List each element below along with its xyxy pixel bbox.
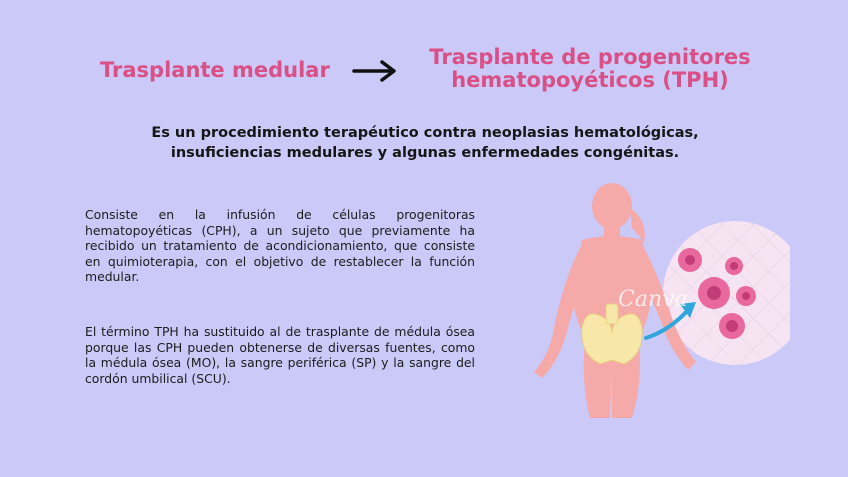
canva-watermark: Canva: [618, 287, 688, 312]
subtitle-line-2: insuficiencias medulares y algunas enfermedades congénitas.: [170, 145, 680, 161]
subtitle: [130, 123, 720, 163]
right-title-line-1: Trasplante de progenitores: [429, 45, 751, 69]
definition-paragraph: Consiste en la infusión de células progenitoras hematopoyéticas (CPH), a un sujeto que previamente ha recibido un tratamiento de acondicionamiento, que consiste en quimioterapia, con el objetivo de restablecer la función medular.: [85, 207, 475, 284]
right-title-line-2: hematopoyéticos (TPH): [451, 68, 729, 92]
left-title: Trasplante medular: [100, 58, 330, 82]
bone-marrow-illustration: [520, 178, 790, 418]
right-title: [415, 46, 765, 92]
tph-terminology-paragraph: El término TPH ha sustituido al de trasplante de médula ósea porque las CPH pueden obtenerse de diversas fuentes, como la médula ósea (MO), la sangre periférica (SP) y la sangre del cordón umbilical (SCU).: [85, 324, 475, 386]
subtitle-line-1: Es un procedimiento terapéutico contra neoplasias hematológicas,: [151, 125, 699, 141]
arrow-right-icon: [352, 58, 398, 84]
